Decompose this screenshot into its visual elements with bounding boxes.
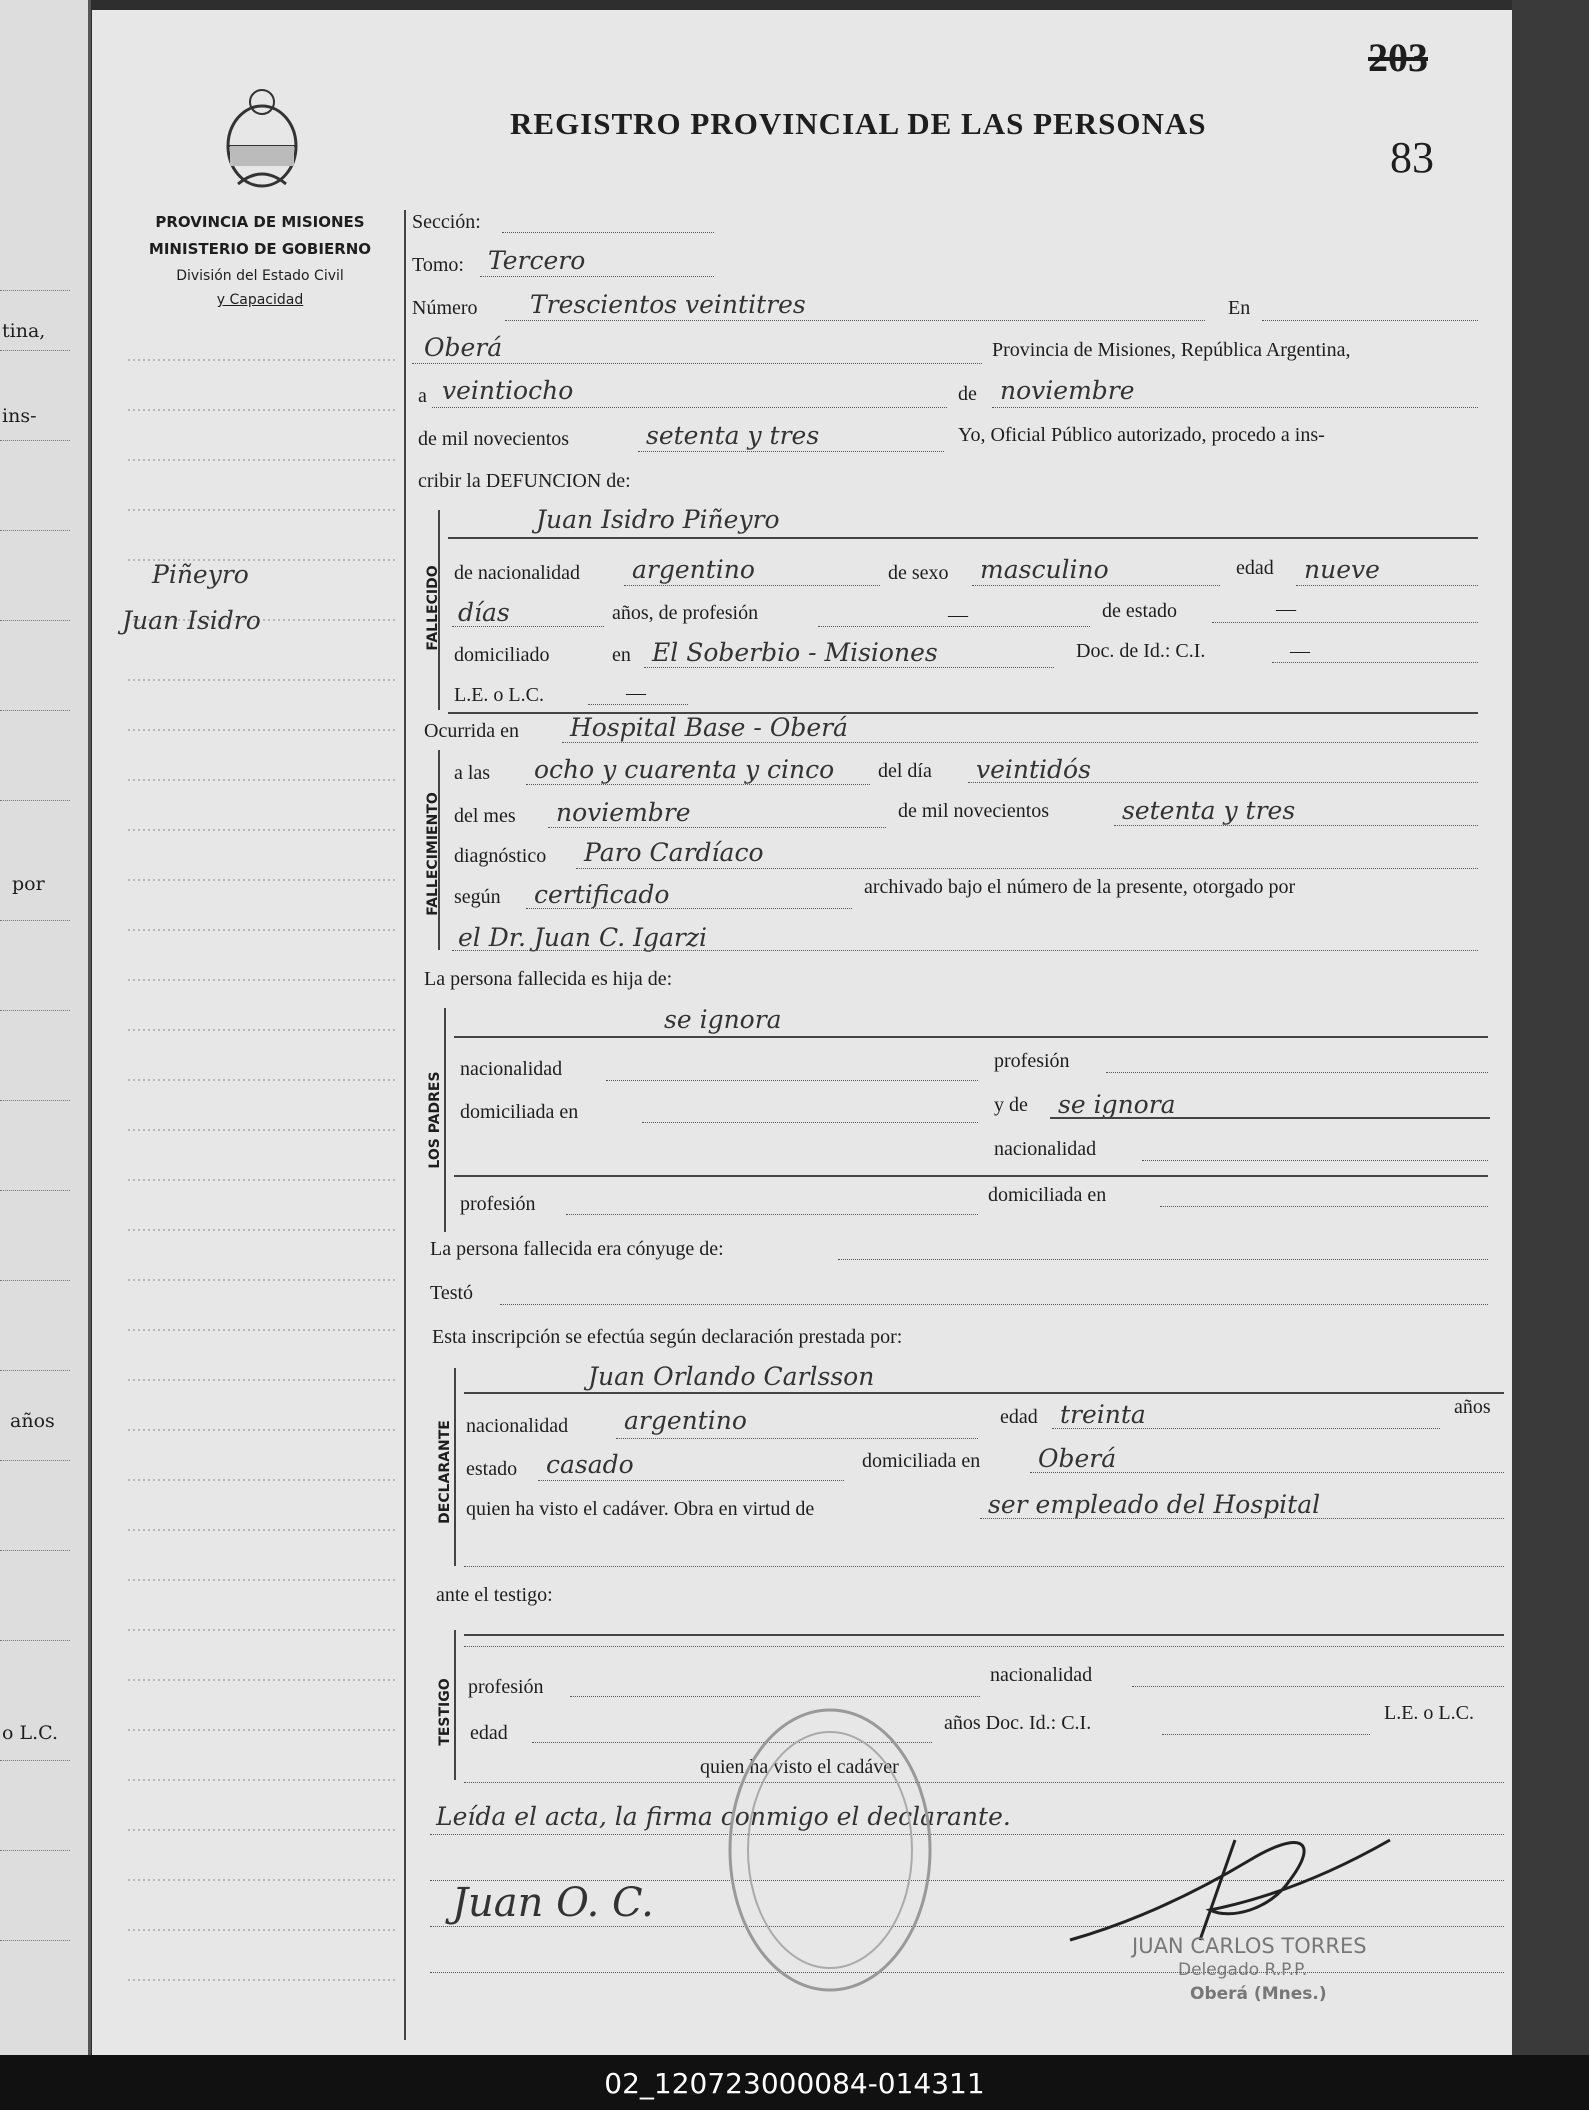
- declaracion-text: Esta inscripción se efectúa según declaración prestada por:: [432, 1326, 903, 1348]
- book-spine: [1512, 0, 1589, 2055]
- edad-cont-value: días: [458, 598, 510, 627]
- officer-city-stamp: Oberá (Mnes.): [1190, 1984, 1327, 2004]
- year-value: setenta y tres: [646, 421, 820, 450]
- declarante-edad-label: edad: [1000, 1406, 1038, 1428]
- mes-value: noviembre: [556, 798, 691, 827]
- numero-value: Trescientos veintitres: [530, 290, 806, 319]
- anio-value: setenta y tres: [1122, 796, 1296, 825]
- doc-value: —: [1290, 640, 1310, 662]
- padre-nacionalidad-label: nacionalidad: [460, 1058, 563, 1080]
- image-footer: [0, 2055, 1589, 2110]
- estado-value: —: [1276, 598, 1296, 620]
- officer-text: Yo, Oficial Público autorizado, procedo a ins-: [958, 424, 1325, 446]
- dia-value: veintidós: [976, 755, 1091, 784]
- mes-label: del mes: [454, 805, 516, 827]
- testo-label: Testó: [430, 1282, 474, 1304]
- declarante-nacionalidad-value: argentino: [624, 1406, 747, 1435]
- profesion-value: —: [948, 604, 968, 626]
- section-padres: LOS PADRES: [427, 1071, 443, 1169]
- en-label-2: en: [612, 644, 631, 666]
- declarante-cadaver-text: quien ha visto el cadáver. Obra en virtud de: [466, 1498, 815, 1520]
- nacionalidad-value: argentino: [632, 555, 755, 584]
- le-value: —: [626, 682, 646, 704]
- testigo-profesion-label: profesión: [468, 1676, 544, 1698]
- province-header: PROVINCIA DE MISIONES: [155, 213, 365, 231]
- margin-given-names: Juan Isidro: [122, 606, 261, 635]
- place-value: Oberá: [424, 333, 503, 362]
- division-header: División del Estado Civil: [176, 268, 344, 284]
- segun-value: certificado: [534, 880, 670, 909]
- segun-label: según: [454, 886, 501, 908]
- de-label: de: [958, 383, 977, 405]
- inscribe-text: cribir la DEFUNCION de:: [418, 470, 631, 492]
- left-fragment: por: [12, 873, 45, 895]
- doc-label: Doc. de Id.: C.I.: [1076, 640, 1206, 662]
- padre-value: se ignora: [664, 1005, 782, 1034]
- declarante-estado-value: casado: [546, 1450, 634, 1479]
- column-divider: [404, 210, 406, 2040]
- document-title: REGISTRO PROVINCIAL DE LAS PERSONAS: [510, 106, 1207, 141]
- file-id: 02_120723000084-014311: [604, 2067, 985, 2100]
- declarante-anos-label: años: [1454, 1396, 1491, 1418]
- section-declarante: DECLARANTE: [437, 1420, 453, 1524]
- coat-of-arms-icon: [218, 84, 306, 194]
- conyuge-text: La persona fallecida era cónyuge de:: [430, 1238, 724, 1260]
- y-de-label: y de: [994, 1094, 1028, 1116]
- seccion-label: Sección:: [412, 211, 481, 233]
- declarante-edad-value: treinta: [1060, 1400, 1146, 1429]
- left-fragment: años: [10, 1410, 55, 1432]
- edad-value: nueve: [1304, 555, 1380, 584]
- testigo-le-label: L.E. o L.C.: [1384, 1702, 1474, 1724]
- testigo-nacionalidad-label: nacionalidad: [990, 1664, 1093, 1686]
- ocurrida-value: Hospital Base - Oberá: [570, 713, 848, 742]
- le-label: L.E. o L.C.: [454, 684, 544, 706]
- leida-text: Leída el acta, la firma conmigo el declarante.: [436, 1802, 1011, 1831]
- padre-profesion-label: profesión: [994, 1050, 1070, 1072]
- testigo-intro: ante el testigo:: [436, 1584, 553, 1606]
- dia-label: del día: [878, 760, 932, 782]
- province-text: Provincia de Misiones, República Argentina,: [992, 339, 1351, 361]
- page-number: 83: [1390, 133, 1434, 182]
- officer-role-stamp: Delegado R.P.P.: [1178, 1960, 1308, 1980]
- testigo-anos-doc-label: años Doc. Id.: C.I.: [944, 1712, 1092, 1734]
- declarante-estado-label: estado: [466, 1458, 518, 1480]
- madre-domicilio-label: domiciliada en: [988, 1184, 1107, 1206]
- declarante-virtud-value: ser empleado del Hospital: [988, 1490, 1321, 1519]
- left-page: [0, 0, 91, 2055]
- tomo-label: Tomo:: [412, 254, 464, 276]
- testigo-cadaver-text: quien ha visto el cadáver: [700, 1756, 899, 1778]
- diagnostico-label: diagnóstico: [454, 845, 547, 867]
- anio-label: de mil novecientos: [898, 800, 1050, 822]
- declarante-nacionalidad-label: nacionalidad: [466, 1415, 569, 1437]
- tomo-value: Tercero: [488, 246, 586, 275]
- sexo-label: de sexo: [888, 562, 949, 584]
- domiciliado-label: domiciliado: [454, 644, 550, 666]
- archivado-text: archivado bajo el número de la presente, otorgado por: [864, 876, 1296, 898]
- section-fallecido: FALLECIDO: [425, 565, 441, 651]
- hora-value: ocho y cuarenta y cinco: [534, 755, 835, 784]
- left-fragment: tina,: [2, 320, 46, 342]
- medico-value: el Dr. Juan C. Igarzi: [458, 923, 707, 952]
- year-prefix: de mil novecientos: [418, 428, 570, 450]
- hija-text: La persona fallecida es hija de:: [424, 968, 673, 990]
- anos-profesion-label: años, de profesión: [612, 602, 759, 624]
- madre-value: se ignora: [1058, 1090, 1176, 1119]
- madre-profesion-label: profesión: [460, 1193, 536, 1215]
- padre-domicilio-label: domiciliada en: [460, 1101, 579, 1123]
- ministry-header: MINISTERIO DE GOBIERNO: [148, 240, 372, 258]
- a-label: a: [418, 385, 427, 407]
- ocurrida-label: Ocurrida en: [424, 720, 519, 742]
- left-fragment: o L.C.: [2, 1722, 59, 1744]
- declarante-domicilio-label: domiciliada en: [862, 1450, 981, 1472]
- official-seal-icon: [720, 1700, 940, 2000]
- declarante-domicilio-value: Oberá: [1038, 1444, 1117, 1473]
- fallecido-name: Juan Isidro Piñeyro: [536, 505, 780, 534]
- declarante-name: Juan Orlando Carlsson: [588, 1362, 875, 1391]
- edad-label: edad: [1236, 557, 1274, 579]
- testigo-edad-label: edad: [470, 1722, 508, 1744]
- nacionalidad-label: de nacionalidad: [454, 562, 581, 584]
- domicilio-value: El Soberbio - Misiones: [652, 638, 938, 667]
- section-testigo: TESTIGO: [437, 1678, 453, 1746]
- section-fallecimiento: FALLECIMIENTO: [425, 792, 441, 916]
- struck-page-number: 203: [1368, 35, 1428, 80]
- en-label: En: [1228, 297, 1251, 319]
- diagnostico-value: Paro Cardíaco: [584, 838, 764, 867]
- left-fragment: ins-: [2, 405, 37, 427]
- hora-label: a las: [454, 762, 491, 784]
- numero-label: Número: [412, 297, 478, 319]
- division-header-2: y Capacidad: [216, 292, 304, 308]
- officer-name-stamp: JUAN CARLOS TORRES: [1132, 1934, 1367, 1958]
- sexo-value: masculino: [980, 555, 1109, 584]
- madre-nacionalidad-label: nacionalidad: [994, 1138, 1097, 1160]
- margin-surname: Piñeyro: [152, 560, 249, 589]
- day-value: veintiocho: [442, 376, 574, 405]
- month-value: noviembre: [1000, 376, 1135, 405]
- declarante-signature: Juan O. C.: [452, 1880, 654, 1926]
- estado-label: de estado: [1102, 600, 1177, 622]
